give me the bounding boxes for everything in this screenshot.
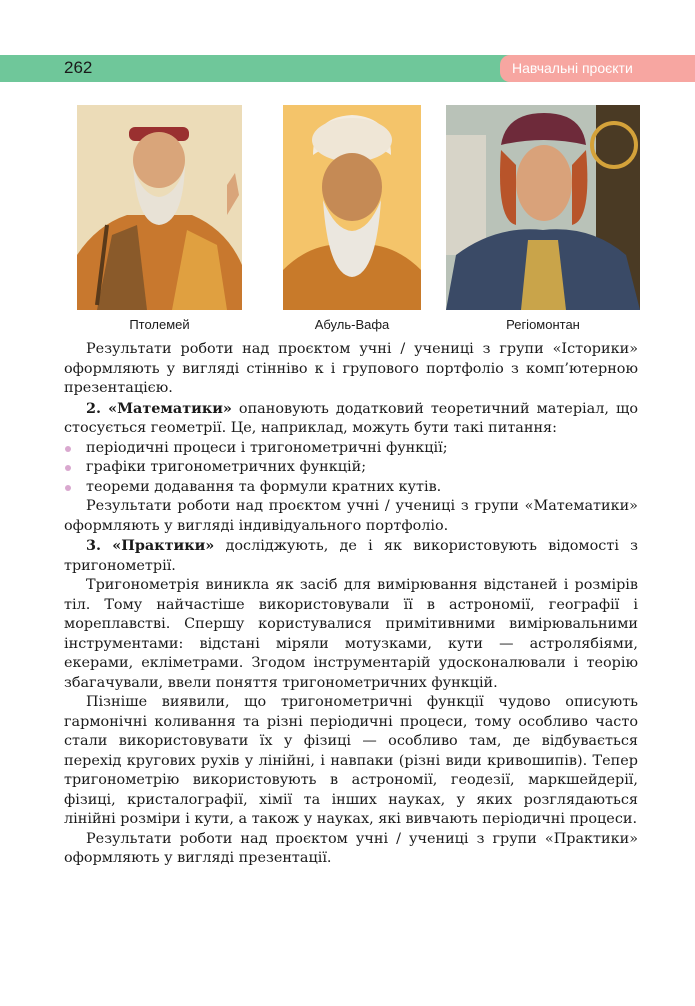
group-name-mathematicians: «Математики» — [108, 399, 232, 417]
paragraph-historians-results: Результати роботи над проєктом учні / учениці з групи «Історики» оформляють у вигляді стінніво к і групового портфоліо з комп’ютерною презентацією. — [64, 341, 638, 396]
paragraph-trig-origin: Тригонометрія виникла як засіб для вимірювання відстаней і розмірів тіл. Тому найчастіше використовували її в астрономії, географії і мореплавстві. Спершу користувалися примітивними вимірювальними інструментами: відстані міряли мотузками, кути — астролябіями, екерами, екліметрами. Згодом інструментарій удосконалювали і теорію збагачували, ввели поняття тригонометричних функцій. — [64, 577, 638, 691]
list-item: періодичні процеси і тригонометричні функції; — [64, 439, 638, 459]
paragraph-practitioners — [64, 536, 638, 576]
paragraph-text: досліджують, де і як використовують відомості з тригонометрії. — [64, 538, 638, 574]
regiomontanus-portrait-image — [446, 105, 640, 310]
regiomontanus-caption: Регіомонтан — [506, 317, 580, 332]
list-item: графіки тригонометричних функцій; — [64, 458, 638, 478]
ptolemy-caption: Птолемей — [129, 317, 190, 332]
page-number: 262 — [64, 58, 93, 77]
paragraph-mathematicians — [64, 399, 638, 439]
list-item: теореми додавання та формули кратних кутів. — [64, 478, 638, 498]
paragraph-trig-applications: Пізніше виявили, що тригонометричні функції чудово описують гармонічні коливання та різні періодичні процеси, тому особливо часто стали використовувати їх у фізиці — особливо там, де відбувається перехід кругових рухів у лінійні, і навпаки (різні види кривошипів). Тепер тригонометрію використовують в астрономії, геодезії, маркшейдерії, фізиці, кристалографії, хімії та інших науках, у яких розглядаються лінійні розміри і кути, а також у науках, які вивчають періодичні процеси. — [64, 694, 638, 827]
abul-wafa-portrait-image — [283, 105, 421, 310]
section-tab — [500, 55, 695, 82]
section-label: Навчальні проєкти — [512, 60, 633, 76]
ptolemy-portrait-image — [77, 105, 242, 310]
abul-wafa-caption: Абуль-Вафа — [314, 317, 390, 332]
item-number: 3. — [86, 537, 102, 554]
group-name-practitioners: «Практики» — [112, 537, 215, 554]
paragraph-practitioners-results: Результати роботи над проєктом учні / учениці з групи «Практики» оформляють у вигляді презентації. — [64, 830, 638, 866]
paragraph-mathematicians-results: Результати роботи над проєктом учні / учениці з групи «Математики» оформляють у вигляді індивідуального портфоліо. — [64, 498, 638, 534]
item-number: 2. — [86, 399, 102, 417]
paragraph-text: опановують додатковий теоретичний матеріал, що стосується геометрії. Це, наприклад, можуть бути такі питання: — [64, 400, 639, 436]
main-text — [64, 340, 638, 869]
